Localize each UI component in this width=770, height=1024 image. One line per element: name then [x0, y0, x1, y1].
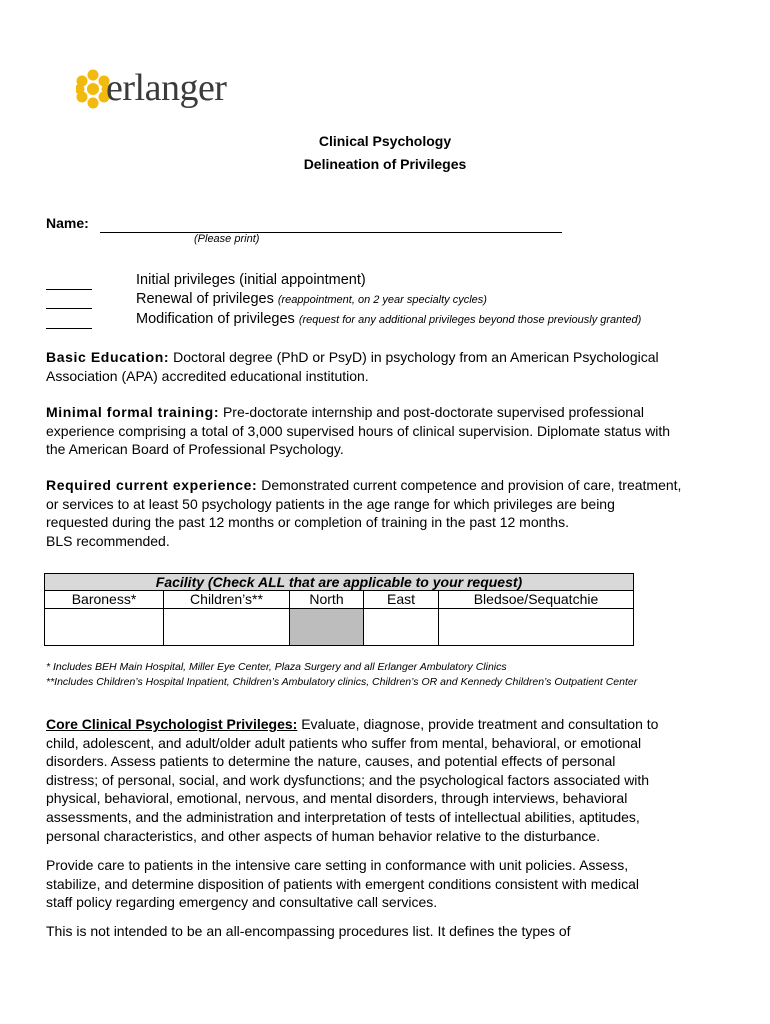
- core-privileges-paragraph: Core Clinical Psychologist Privileges: Evaluate, diagnose, provide treatment and consultation to child, adolescent, and adult/older adult patients who suffer from mental, behavioral, or emotional disorders. Assess patients to determine the nature, causes, and potential effects of personal distress; of personal, social, and work dysfunctions; and the psychological factors associated with physical, behavioral, emotional, nervous, and mental disorders, through interviews, behavioral assessments, and the administration and interpretation of tests of intellectual abilities, aptitudes, personal characteristics, and other aspects of human behavior relative to the disturbance.: [46, 716, 659, 844]
- bledsoe-sequatchie-checkbox-cell[interactable]: [439, 609, 634, 646]
- facility-table-header: Facility (Check ALL that are applicable to your request): [45, 574, 634, 591]
- renewal-privileges-label: Renewal of privileges (reappointment, on 2 year specialty cycles): [136, 291, 487, 307]
- initial-privileges-blank[interactable]: [46, 275, 92, 290]
- required-experience-paragraph: Required current experience: Demonstrated current competence and provision of care, treatment, or services to at least 50 psychology patients in the age range for which privileges are being requested during the past 12 months or completion of training in the past 12 months. BLS recommended.: [46, 477, 682, 549]
- north-checkbox-cell-disabled: [290, 609, 364, 646]
- childrens-checkbox-cell[interactable]: [164, 609, 290, 646]
- basic-education-paragraph: Basic Education: Doctoral degree (PhD or PsyD) in psychology from an American Psychological Association (APA) accredited educational institution.: [46, 349, 659, 384]
- logo-wordmark: erlanger: [106, 67, 227, 109]
- column-childrens: Children’s**: [164, 591, 290, 609]
- column-bledsoe-sequatchie: Bledsoe/Sequatchie: [439, 591, 634, 609]
- erlanger-logo: [76, 64, 236, 116]
- minimal-training-paragraph: Minimal formal training: Pre-doctorate internship and post-doctorate supervised professional experience comprising a total of 3,000 supervised hours of clinical supervision. Diplomate status with the American Board of Professional Psychology.: [46, 404, 671, 458]
- intensive-care-paragraph: Provide care to patients in the intensive care setting in conformance with unit policies. Assess, stabilize, and determine disposition of patients with emergent conditions consistent with medical staff policy regarding emergency and consultative call services.: [46, 857, 639, 911]
- name-hint: (Please print): [194, 233, 260, 245]
- flower-logo-icon: [76, 66, 110, 112]
- east-checkbox-cell[interactable]: [364, 609, 439, 646]
- column-east: East: [364, 591, 439, 609]
- modification-privileges-blank[interactable]: [46, 314, 92, 329]
- name-input-line[interactable]: [100, 215, 562, 233]
- footnote-childrens: **Includes Children’s Hospital Inpatient, Children’s Ambulatory clinics, Children’s OR and Kennedy Children’s Outpatient Center: [46, 676, 638, 688]
- column-north: North: [290, 591, 364, 609]
- modification-privileges-label: Modification of privileges (request for any additional privileges beyond those previously granted): [136, 311, 642, 327]
- procedures-note: This is not intended to be an all-encompassing procedures list. It defines the types of: [46, 923, 571, 939]
- baroness-checkbox-cell[interactable]: [45, 609, 164, 646]
- renewal-privileges-blank[interactable]: [46, 294, 92, 309]
- facility-table: [44, 573, 634, 646]
- document-subtitle: Delineation of Privileges: [303, 156, 467, 172]
- column-baroness: Baroness*: [45, 591, 164, 609]
- initial-privileges-label: Initial privileges (initial appointment): [136, 272, 366, 288]
- name-label: Name:: [46, 215, 89, 231]
- footnote-baroness: * Includes BEH Main Hospital, Miller Eye Center, Plaza Surgery and all Erlanger Ambulatory Clinics: [46, 661, 507, 673]
- document-title: Clinical Psychology: [318, 133, 452, 149]
